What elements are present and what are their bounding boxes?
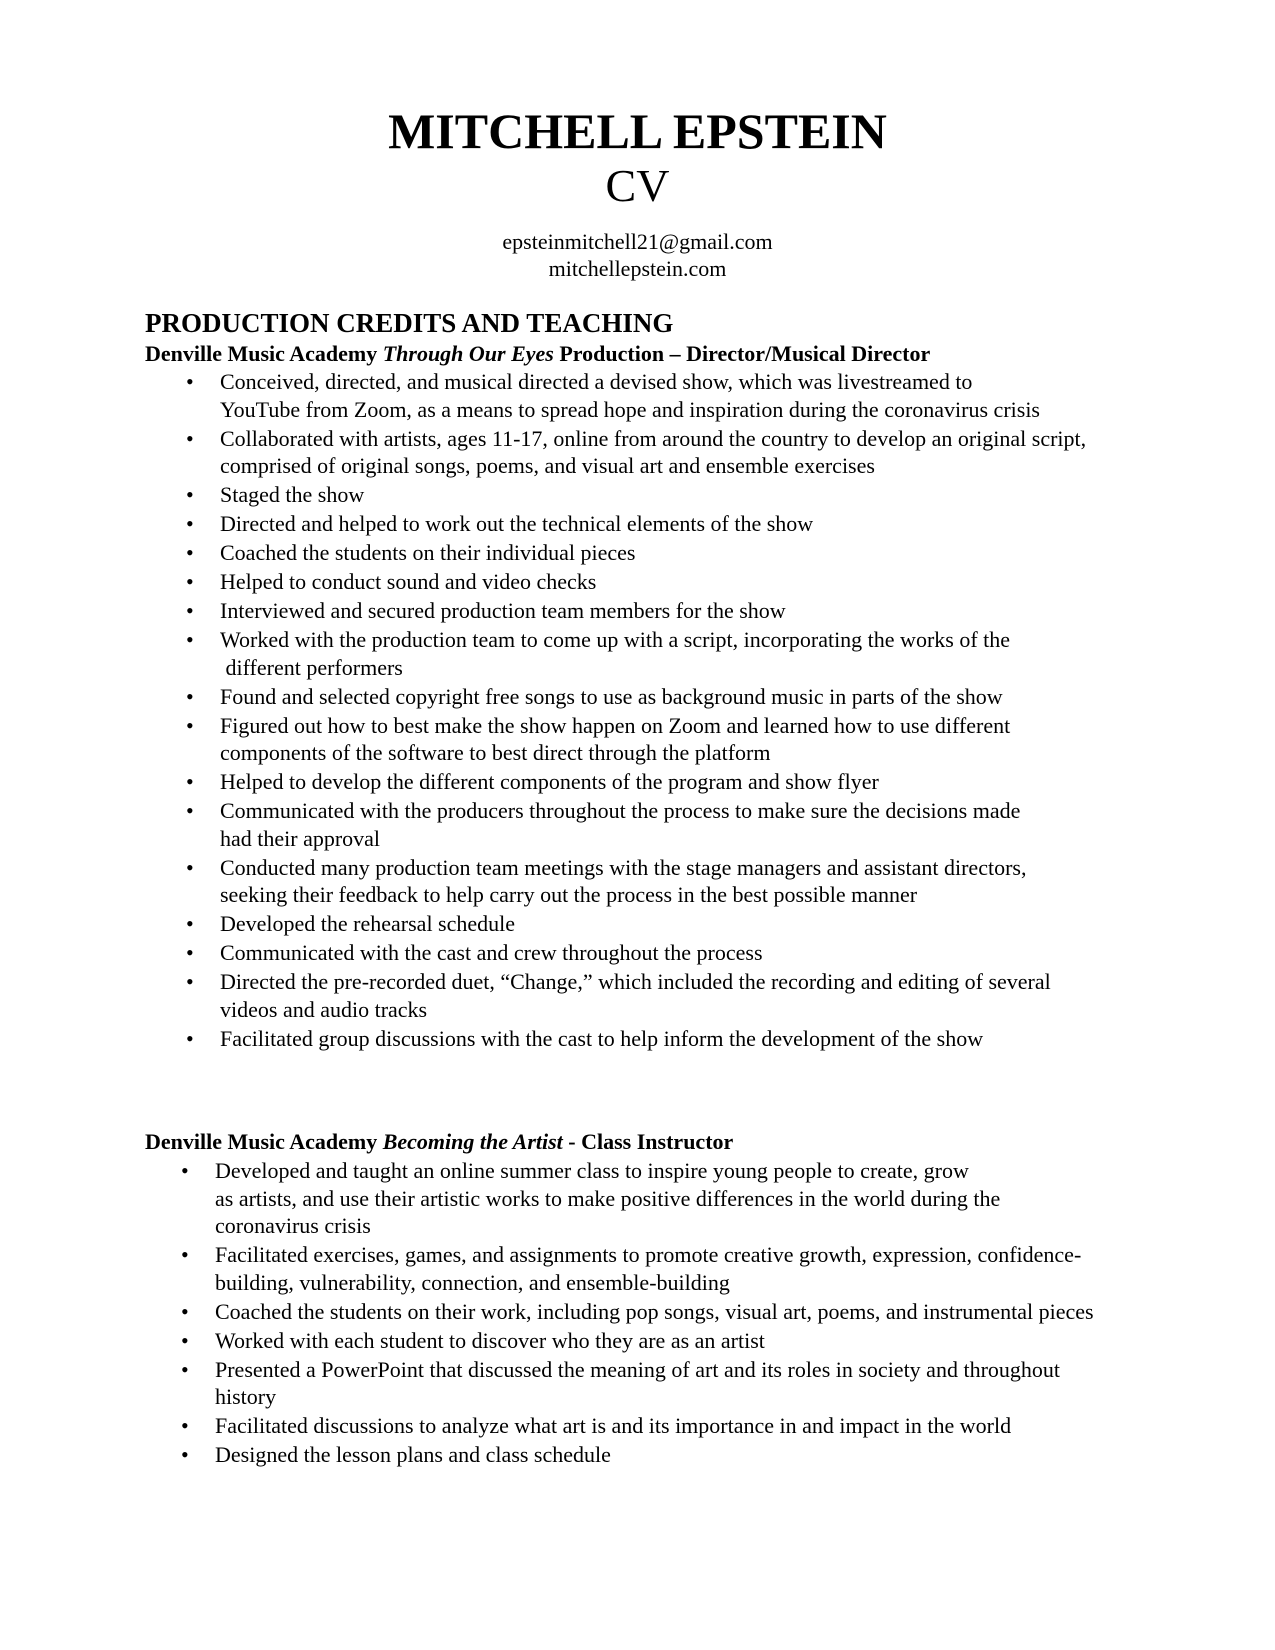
bullet-icon: • [181,1413,189,1438]
entry-heading [145,1128,733,1155]
entry-role: Production – Director/Musical Director [553,341,931,366]
list-item-text: Worked with the production team to come up with a script, incorporating the works of the different performers [220,627,1011,680]
bullet-icon: • [186,769,194,794]
bullet-icon: • [181,1442,189,1467]
list-item-text: Conceived, directed, and musical directed a devised show, which was livestreamed to YouTube from Zoom, as a means to spread hope and inspiration during the coronavirus crisis [220,369,1040,422]
list-item [186,1025,1086,1053]
bullet-icon: • [186,511,194,536]
list-item-text: Facilitated exercises, games, and assignments to promote creative growth, expression, confidence- building, vulnerability, connection, and ensemble-building [215,1242,1082,1295]
list-item-text: Coached the students on their individual pieces [220,540,636,565]
bullet-icon: • [186,540,194,565]
list-item [181,1298,1094,1326]
list-item-text: Directed the pre-recorded duet, “Change,” which included the recording and editing of several videos and audio tracks [220,969,1051,1022]
list-item-text: Interviewed and secured production team members for the show [220,598,786,623]
bullet-icon: • [186,482,194,507]
bullet-list [186,368,1087,1054]
list-item-text: Helped to develop the different components of the program and show flyer [220,769,879,794]
list-item [181,1441,1094,1469]
list-item [186,939,1086,967]
list-item [181,1356,1094,1411]
bullet-list [181,1157,1094,1470]
bullet-icon: • [181,1298,189,1324]
list-item [186,968,1086,1023]
list-item-text: Developed and taught an online summer class to inspire young people to create, grow as artists, and use their artistic works to make positive differences in the world during the coronavirus crisis [215,1158,1001,1238]
entry-org: Denville Music Academy [145,341,383,366]
list-item [186,768,1086,796]
bullet-icon: • [181,1327,189,1353]
bullet-icon: • [186,569,194,594]
cv-name: MITCHELL EPSTEIN [388,103,887,159]
bullet-icon: • [186,854,194,880]
list-item-text: Helped to conduct sound and video checks [220,569,597,594]
list-item-text: Communicated with the producers throughout the process to make sure the decisions made had their approval [220,798,1021,851]
list-item [186,481,1086,509]
list-item [186,712,1086,767]
list-item [186,368,1086,423]
list-item [186,854,1086,909]
list-item-text: Directed and helped to work out the technical elements of the show [220,511,814,536]
bullet-icon: • [186,1025,194,1051]
bullet-icon: • [186,627,194,652]
list-item-text: Facilitated group discussions with the cast to help inform the development of the show [220,1025,984,1051]
bullet-icon: • [186,712,194,738]
list-item [186,626,1086,681]
bullet-icon: • [186,798,194,823]
entry-org: Denville Music Academy [145,1129,383,1154]
list-item [186,539,1086,567]
list-item [186,910,1086,938]
list-item-text: Worked with each student to discover who they are as an artist [215,1327,765,1353]
bullet-icon: • [186,369,194,394]
bullet-icon: • [181,1356,189,1382]
list-item [181,1241,1094,1296]
list-item [181,1157,1094,1240]
list-item-text: Found and selected copyright free songs to use as background music in parts of the show [220,683,1003,709]
list-item [186,425,1087,480]
list-item [186,568,1086,596]
list-item-text: Developed the rehearsal schedule [220,911,516,936]
bullet-icon: • [181,1242,189,1267]
bullet-icon: • [186,425,194,451]
list-item [186,797,1086,852]
bullet-icon: • [181,1158,189,1183]
list-item [186,597,1086,625]
website[interactable]: mitchellepstein.com [548,256,727,281]
list-item-text: Collaborated with artists, ages 11-17, online from around the country to develop an original script, comprised of original songs, poems, and visual art and ensemble exercises [220,425,1087,478]
entry-show: Becoming the Artist [382,1129,563,1154]
list-item [181,1412,1094,1440]
bullet-icon: • [186,911,194,936]
cv-subtitle: CV [605,160,670,211]
entry-show: Through Our Eyes [382,341,554,366]
list-item-text: Coached the students on their work, including pop songs, visual art, poems, and instrumental pieces [215,1298,1094,1324]
list-item-text: Staged the show [220,482,365,507]
section-title: PRODUCTION CREDITS AND TEACHING [145,308,674,338]
bullet-icon: • [186,940,194,965]
bullet-icon: • [186,969,194,994]
list-item-text: Presented a PowerPoint that discussed the meaning of art and its roles in society and throughout history [215,1356,1061,1409]
bullet-icon: • [186,598,194,623]
list-item [181,1327,1094,1355]
entry-heading [145,340,930,367]
bullet-icon: • [186,683,194,709]
list-item-text: Communicated with the cast and crew throughout the process [220,940,763,965]
email[interactable]: epsteinmitchell21@gmail.com [502,229,773,254]
list-item-text: Designed the lesson plans and class schedule [215,1442,611,1467]
list-item-text: Facilitated discussions to analyze what art is and its importance in and impact in the world [215,1413,1012,1438]
list-item-text: Figured out how to best make the show happen on Zoom and learned how to use different components of the software to best direct through the platform [220,712,1011,765]
list-item [186,510,1086,538]
entry-role: - Class Instructor [562,1129,734,1154]
list-item [186,683,1086,711]
list-item-text: Conducted many production team meetings with the stage managers and assistant directors, seeking their feedback to help carry out the process in the best possible manner [220,854,1027,907]
